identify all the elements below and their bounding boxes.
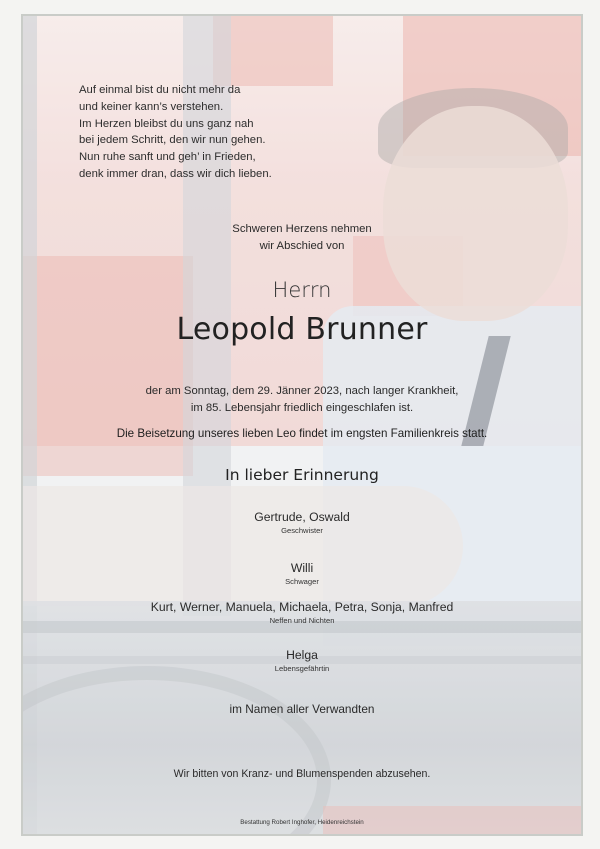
death-notice-line: im 85. Lebensjahr friedlich eingeschlafen ist.: [190, 401, 414, 414]
death-notice: [23, 383, 581, 416]
mourner-relation: Geschwister: [281, 526, 323, 535]
intro-line: wir Abschied von: [259, 239, 345, 252]
family-line: im Namen aller Verwandten: [229, 702, 375, 716]
mourner-relation: Neffen und Nichten: [269, 616, 335, 625]
mourner-names: Helga: [286, 648, 318, 662]
mourner-names: Gertrude, Oswald: [254, 510, 350, 524]
deceased-name: Leopold Brunner: [176, 312, 428, 347]
poem-line: denk immer dran, dass wir dich lieben.: [79, 167, 272, 180]
donation-note: Wir bitten von Kranz- und Blumenspenden abzusehen.: [173, 768, 431, 780]
poem-line: Nun ruhe sanft und geh’ in Frieden,: [79, 151, 256, 164]
mourner-relation: Schwager: [285, 577, 319, 586]
memory-heading: In lieber Erinnerung: [225, 466, 379, 484]
mourner-group: [23, 600, 581, 626]
salutation: Herrn: [272, 278, 332, 302]
mourner-group: [23, 561, 581, 587]
mourner-names: Willi: [290, 561, 314, 575]
mourner-names: Kurt, Werner, Manuela, Michaela, Petra, Sonja, Manfred: [150, 600, 454, 614]
poem-line: Auf einmal bist du nicht mehr da: [79, 84, 241, 96]
obituary-card: [21, 14, 583, 836]
mourner-group: [23, 510, 581, 536]
poem-line: bei jedem Schritt, den wir nun gehen.: [79, 134, 266, 147]
poem: [79, 82, 319, 183]
death-notice-line: der am Sonntag, dem 29. Jänner 2023, nach langer Krankheit,: [145, 385, 459, 397]
poem-line: und keiner kann’s verstehen.: [79, 100, 224, 113]
burial-notice: Die Beisetzung unseres lieben Leo findet im engsten Familienkreis statt.: [116, 427, 488, 440]
poem-line: Im Herzen bleibst du uns ganz nah: [79, 117, 254, 130]
mourner-group: [23, 648, 581, 674]
undertaker-credit: Bestattung Robert Inghofer, Heidenreichstein: [240, 819, 364, 826]
mourner-relation: Lebensgefährtin: [274, 664, 330, 673]
intro-text: [23, 221, 581, 254]
intro-line: Schweren Herzens nehmen: [232, 223, 372, 235]
